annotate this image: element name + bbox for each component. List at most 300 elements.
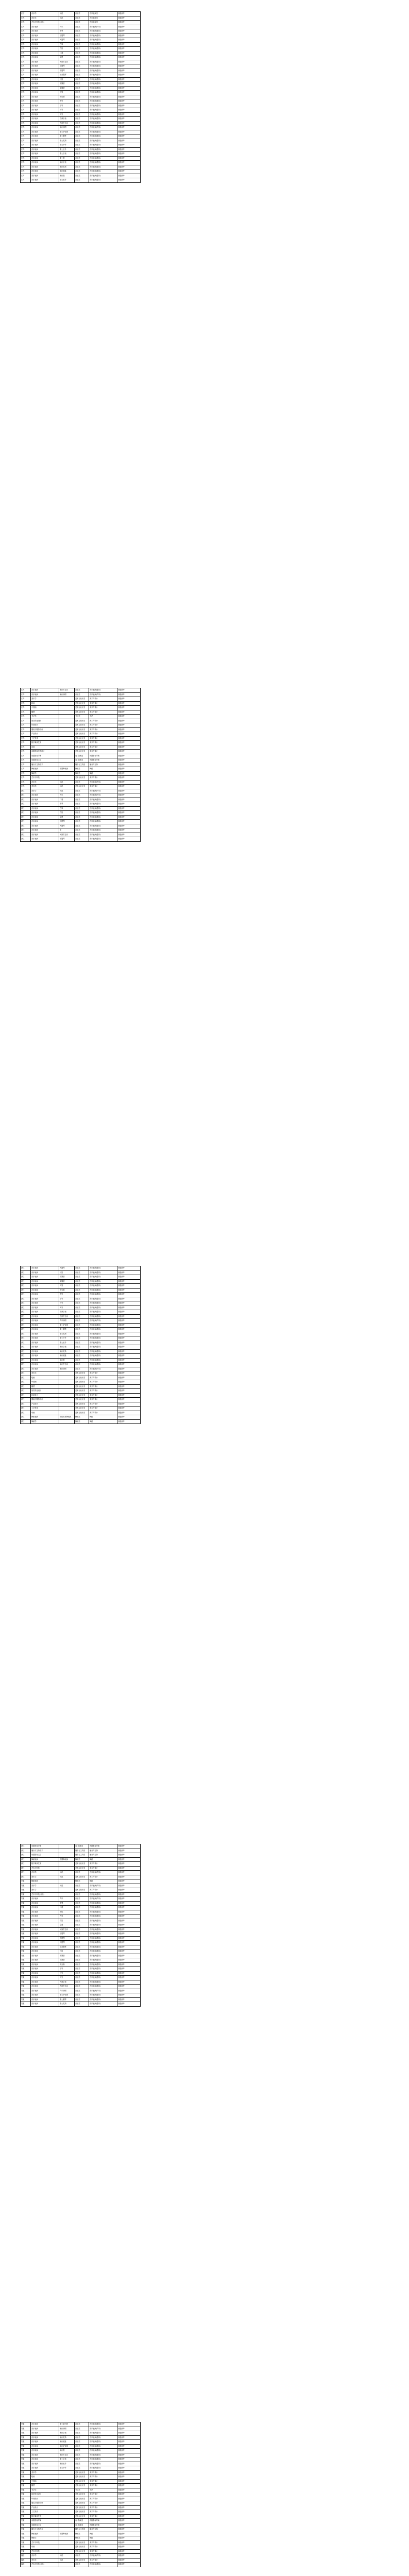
table-row <box>21 1345 141 1350</box>
province-cell: 浙江 <box>21 1310 31 1315</box>
province-cell: 安徽 <box>21 1993 31 1998</box>
exam-level-cell: 省级统考 <box>117 1419 141 1424</box>
category-cell: 音乐类 <box>75 73 89 78</box>
exam-level-cell: 省级统考 <box>117 1901 141 1906</box>
exam-type-cell: 音乐表演(器乐) <box>89 112 117 117</box>
category-cell: 美术与设计类 <box>75 1398 89 1402</box>
exam-level-cell: 省级统考 <box>117 1376 141 1380</box>
table-row <box>21 1293 141 1297</box>
table-row <box>21 2563 141 2567</box>
major-cell: 音乐表演 <box>31 806 59 811</box>
major-cell: 音乐表演 <box>31 1297 59 1301</box>
table-row <box>21 161 141 165</box>
direction-cell <box>59 745 75 750</box>
major-cell: 美术学 <box>31 2470 59 2475</box>
exam-type-cell: 音乐表演(器乐) <box>89 143 117 148</box>
table-row <box>21 1402 141 1406</box>
major-cell: 音乐表演 <box>31 824 59 828</box>
exam-type-cell: 音乐表演(器乐) <box>89 1266 117 1271</box>
major-cell: 音乐表演 <box>31 156 59 161</box>
direction-cell: 古典吉他 <box>59 1310 75 1315</box>
exam-type-cell: 音乐表演(器乐) <box>89 1941 117 1945</box>
province-cell: 安徽 <box>21 1976 31 1980</box>
category-cell: 音乐类 <box>75 95 89 99</box>
table-row <box>21 147 141 152</box>
province-cell: 浙江 <box>21 1857 31 1862</box>
direction-cell: 双簧管 <box>59 1958 75 1963</box>
direction-cell: 师范 <box>59 12 75 16</box>
major-cell: 工艺美术 <box>31 2510 59 2515</box>
direction-cell: 师范 <box>59 1871 75 1875</box>
table-row <box>21 1871 141 1875</box>
major-cell: 音乐表演 <box>31 2422 59 2427</box>
exam-type-cell: 音乐表演(器乐) <box>89 56 117 60</box>
exam-type-cell: 音乐表演(器乐) <box>89 170 117 174</box>
table-row <box>21 1976 141 1980</box>
province-cell: 浙江 <box>21 1270 31 1275</box>
category-cell: 音乐类 <box>75 1310 89 1315</box>
major-cell: 音乐表演 <box>31 1270 59 1275</box>
direction-cell <box>59 2514 75 2519</box>
category-cell: 音乐类 <box>75 104 89 108</box>
direction-cell: 声乐 <box>59 793 75 798</box>
exam-level-cell: 省级统考 <box>117 174 141 178</box>
table-row <box>21 1341 141 1345</box>
direction-cell: 流行贝斯 <box>59 1349 75 1354</box>
province-cell: 安徽 <box>21 1997 31 2002</box>
exam-level-cell: 省级统考 <box>117 833 141 837</box>
major-cell: 舞蹈学 <box>31 2536 59 2541</box>
province-cell: 江苏 <box>21 758 31 763</box>
direction-cell: 民族打击乐 <box>59 833 75 837</box>
exam-level-cell: 省级统考 <box>117 86 141 91</box>
province-cell: 安徽 <box>21 1954 31 1958</box>
category-cell: 音乐类 <box>75 2431 89 2436</box>
major-cell: 音乐表演 <box>31 1945 59 1950</box>
category-cell: 音乐类 <box>75 1954 89 1958</box>
category-cell: 美术与设计类 <box>75 741 89 745</box>
province-cell: 安徽 <box>21 2475 31 2480</box>
category-cell: 音乐类 <box>75 2422 89 2427</box>
province-cell: 浙江 <box>21 1415 31 1420</box>
province-cell: 福建 <box>21 2563 31 2567</box>
exam-level-cell: 省级统考 <box>117 1993 141 1998</box>
direction-cell: 师范 <box>59 785 75 789</box>
category-cell: 音乐类 <box>75 99 89 104</box>
category-cell: 舞蹈类 <box>75 1415 89 1420</box>
category-cell: 美术与设计类 <box>75 2558 89 2563</box>
exam-type-cell: 音乐表演(器乐) <box>89 1332 117 1336</box>
table-row <box>21 2462 141 2466</box>
direction-cell: 大号 <box>59 1306 75 1310</box>
major-cell: 美术学 <box>31 1888 59 1893</box>
table-row <box>21 60 141 64</box>
table-row <box>21 802 141 807</box>
category-cell: 音乐类 <box>75 1993 89 1998</box>
category-cell: 音乐类 <box>75 820 89 824</box>
exam-type-cell: 音乐表演(器乐) <box>89 2466 117 2471</box>
table-row <box>21 95 141 99</box>
province-cell: 浙江 <box>21 1279 31 1284</box>
category-cell: 美术与设计类 <box>75 732 89 737</box>
province-cell: 安徽 <box>21 2528 31 2532</box>
table-row <box>21 2523 141 2528</box>
major-cell: 音乐学 <box>31 1884 59 1888</box>
exam-level-cell: 省级统考 <box>117 719 141 723</box>
major-cell: 舞蹈表演 <box>31 767 59 772</box>
category-cell: 音乐类 <box>75 811 89 816</box>
exam-level-cell: 省级统考 <box>117 2475 141 2480</box>
exam-level-cell: 省级统考 <box>117 2488 141 2493</box>
direction-cell: 低音提琴 <box>59 1945 75 1950</box>
exam-type-cell: 音乐表演(器乐) <box>89 802 117 807</box>
exam-level-cell: 省级统考 <box>117 767 141 772</box>
table-row <box>21 1884 141 1888</box>
table-row <box>21 1936 141 1941</box>
exam-type-cell: 音乐表演(器乐) <box>89 1341 117 1345</box>
exam-type-cell: 音乐表演(器乐) <box>89 806 117 811</box>
table-row <box>21 723 141 728</box>
direction-cell <box>59 1844 75 1849</box>
exam-type-cell: 舞蹈 <box>89 1419 117 1424</box>
exam-type-cell: 音乐表演(声乐) <box>89 789 117 793</box>
table-row <box>21 719 141 723</box>
major-cell: 音乐表演 <box>31 25 59 29</box>
province-cell: 安徽 <box>21 2510 31 2515</box>
exam-level-cell: 省级统考 <box>117 1328 141 1332</box>
table-row <box>21 126 141 130</box>
table-row <box>21 789 141 793</box>
major-cell: 艺术与科技 <box>31 2549 59 2554</box>
table-row <box>21 1901 141 1906</box>
province-cell: 江苏 <box>21 750 31 754</box>
major-cell: 音乐表演 <box>31 60 59 64</box>
direction-cell: 流行演唱 <box>59 2427 75 2431</box>
province-cell: 浙江 <box>21 1293 31 1297</box>
province-cell: 江苏 <box>21 16 31 21</box>
exam-level-cell: 省级统考 <box>117 38 141 43</box>
table-row <box>21 69 141 73</box>
direction-cell <box>59 727 75 732</box>
direction-cell: 古筝 <box>59 1914 75 1919</box>
table-row <box>21 798 141 802</box>
direction-cell: 大管 <box>59 1284 75 1289</box>
direction-cell <box>59 1406 75 1411</box>
category-cell: 音乐类 <box>75 126 89 130</box>
table-row <box>21 12 141 16</box>
category-cell: 音乐类 <box>75 1914 89 1919</box>
major-cell: 音乐表演 <box>31 1284 59 1289</box>
major-cell: 雕塑 <box>31 710 59 715</box>
major-cell: 音乐表演 <box>31 91 59 95</box>
province-cell: 安徽 <box>21 2431 31 2436</box>
exam-level-cell: 省级统考 <box>117 60 141 64</box>
province-cell: 浙江 <box>21 1341 31 1345</box>
direction-cell <box>59 2536 75 2541</box>
exam-level-cell: 省级统考 <box>117 2540 141 2545</box>
province-cell: 浙江 <box>21 802 31 807</box>
exam-type-cell: 音乐表演(器乐) <box>89 1910 117 1914</box>
major-cell: 播音与主持艺术 <box>31 1849 59 1853</box>
data-table <box>20 11 141 183</box>
major-cell: 音乐表演 <box>31 1279 59 1284</box>
table-row <box>21 1328 141 1332</box>
category-cell: 音乐类 <box>75 1906 89 1910</box>
direction-cell: 中提琴 <box>59 69 75 73</box>
category-cell: 音乐类 <box>75 165 89 170</box>
exam-type-cell: 舞蹈 <box>89 2536 117 2541</box>
exam-level-cell: 省级统考 <box>117 811 141 816</box>
exam-type-cell: 音乐表演(器乐) <box>89 1906 117 1910</box>
province-cell: 江苏 <box>21 121 31 126</box>
exam-type-cell: 美术与设计 <box>89 2501 117 2506</box>
major-cell: 音乐表演 <box>31 2444 59 2449</box>
direction-cell: 流行键盘 <box>59 1354 75 1359</box>
category-cell: 美术与设计类 <box>75 2505 89 2510</box>
exam-level-cell: 省级统考 <box>117 1270 141 1275</box>
exam-type-cell: 音乐表演(器乐) <box>89 86 117 91</box>
exam-level-cell: 省级统考 <box>117 1976 141 1980</box>
major-cell: 音乐表演 <box>31 1897 59 1902</box>
province-cell: 安徽 <box>21 1985 31 1989</box>
exam-type-cell: 美术与设计 <box>89 745 117 750</box>
major-cell: 音乐表演 <box>31 121 59 126</box>
table-row <box>21 2493 141 2497</box>
exam-level-cell: 省级统考 <box>117 802 141 807</box>
category-cell: 音乐类 <box>75 1997 89 2002</box>
major-cell: 环境设计 <box>31 1393 59 1398</box>
province-cell: 浙江 <box>21 1875 31 1879</box>
direction-cell: 爵士钢琴 <box>59 1997 75 2002</box>
category-cell: 书法类 <box>75 715 89 719</box>
major-cell: 舞蹈表演 <box>31 1415 59 1420</box>
exam-type-cell: 音乐表演(器乐) <box>89 828 117 833</box>
province-cell: 江苏 <box>21 64 31 69</box>
table-row <box>21 767 141 772</box>
exam-level-cell: 省级统考 <box>117 727 141 732</box>
province-cell: 江苏 <box>21 754 31 758</box>
exam-level-cell: 省级统考 <box>117 73 141 78</box>
exam-type-cell: 音乐表演(器乐) <box>89 1954 117 1958</box>
category-cell: 美术与设计类 <box>75 776 89 781</box>
direction-cell: 古典吉他 <box>59 117 75 122</box>
major-cell: 环境设计 <box>31 723 59 728</box>
table-row <box>21 143 141 148</box>
table-row <box>21 64 141 69</box>
exam-level-cell: 省级统考 <box>117 1310 141 1315</box>
province-cell: 安徽 <box>21 2462 31 2466</box>
exam-level-cell: 省级统考 <box>117 2493 141 2497</box>
major-cell: 音乐表演 <box>31 1958 59 1963</box>
exam-level-cell: 省级统考 <box>117 156 141 161</box>
direction-cell: 爵士架子鼓 <box>59 2422 75 2427</box>
table-row <box>21 1297 141 1301</box>
category-cell: 音乐类 <box>75 2554 89 2558</box>
direction-cell <box>59 2528 75 2532</box>
table-row <box>21 2558 141 2563</box>
exam-level-cell: 省级统考 <box>117 1914 141 1919</box>
page <box>0 2312 409 2576</box>
province-cell: 江苏 <box>21 736 31 741</box>
exam-level-cell: 省级统考 <box>117 1332 141 1336</box>
exam-type-cell: 音乐表演(器乐) <box>89 2453 117 2458</box>
exam-type-cell: 音乐表演(器乐) <box>89 147 117 152</box>
category-cell: 播音与主持类 <box>75 1849 89 1853</box>
table-row <box>21 2484 141 2488</box>
exam-type-cell: 音乐表演(器乐) <box>89 1923 117 1928</box>
exam-type-cell: 音乐表演(器乐) <box>89 1980 117 1985</box>
major-cell: 音乐表演 <box>31 161 59 165</box>
exam-level-cell: 省级统考 <box>117 121 141 126</box>
direction-cell: 爵士钢琴 <box>59 1328 75 1332</box>
direction-cell: 长号 <box>59 1301 75 1306</box>
exam-level-cell: 省级统考 <box>117 736 141 741</box>
exam-type-cell: 美术与设计 <box>89 701 117 706</box>
category-cell: 音乐类 <box>75 1950 89 1954</box>
table-row <box>21 837 141 842</box>
category-cell: 音乐类 <box>75 47 89 52</box>
direction-cell: 古典吉他 <box>59 1980 75 1985</box>
direction-cell <box>59 2488 75 2493</box>
province-cell: 浙江 <box>21 1358 31 1363</box>
major-cell: 音乐表演 <box>31 165 59 170</box>
exam-level-cell: 省级统考 <box>117 2449 141 2453</box>
province-cell: 江西 <box>21 12 31 16</box>
province-cell: 江苏 <box>21 139 31 143</box>
exam-type-cell: 戏剧影视导演 <box>89 754 117 758</box>
direction-cell: 钢琴 <box>59 1901 75 1906</box>
table-row <box>21 785 141 789</box>
category-cell: 音乐类 <box>75 38 89 43</box>
category-cell: 音乐类 <box>75 56 89 60</box>
exam-level-cell: 省级统考 <box>117 1950 141 1954</box>
major-cell: 音乐表演 <box>31 104 59 108</box>
major-cell: 音乐表演 <box>31 174 59 178</box>
category-cell: 音乐类 <box>75 1293 89 1297</box>
category-cell: 音乐类 <box>75 12 89 16</box>
table-row <box>21 1314 141 1319</box>
major-cell: 音乐表演 <box>31 1306 59 1310</box>
province-cell: 福建 <box>21 2554 31 2558</box>
table-row <box>21 2453 141 2458</box>
category-cell: 书法类 <box>75 2488 89 2493</box>
category-cell: 表(导)演类 <box>75 2523 89 2528</box>
exam-level-cell: 省级统考 <box>117 1363 141 1367</box>
direction-cell: 流行长号 <box>59 2462 75 2466</box>
exam-type-cell: 音乐表演(声乐) <box>89 1871 117 1875</box>
category-cell: 播音与主持类 <box>75 762 89 767</box>
direction-cell: 西洋打击乐 <box>59 1314 75 1319</box>
major-cell: 音乐表演 <box>31 1336 59 1341</box>
major-cell: 音乐学 <box>31 789 59 793</box>
major-cell: 音乐表演 <box>31 1950 59 1954</box>
exam-level-cell: 省级统考 <box>117 2510 141 2515</box>
exam-type-cell: 美术与设计 <box>89 1380 117 1385</box>
category-cell: 美术与设计类 <box>75 2497 89 2501</box>
exam-level-cell: 省级统考 <box>117 1945 141 1950</box>
exam-level-cell: 省级统考 <box>117 1849 141 1853</box>
exam-type-cell: 美术与设计 <box>89 2549 117 2554</box>
exam-level-cell: 省级统考 <box>117 771 141 776</box>
province-cell: 江苏 <box>21 161 31 165</box>
province-cell: 安徽 <box>21 2505 31 2510</box>
major-cell: 音乐表演 <box>31 1301 59 1306</box>
table-row <box>21 104 141 108</box>
province-cell: 江苏 <box>21 51 31 56</box>
category-cell: 音乐类 <box>75 1919 89 1923</box>
province-cell: 江苏 <box>21 156 31 161</box>
exam-level-cell: 省级统考 <box>117 33 141 38</box>
province-cell: 安徽 <box>21 1910 31 1914</box>
province-cell: 安徽 <box>21 1971 31 1976</box>
exam-level-cell: 省级统考 <box>117 1389 141 1394</box>
exam-level-cell: 省级统考 <box>117 828 141 833</box>
table-row <box>21 2514 141 2519</box>
direction-cell: 琵琶 <box>59 815 75 820</box>
exam-type-cell: 音乐表演(器乐) <box>89 95 117 99</box>
major-cell: 音乐表演 <box>31 1293 59 1297</box>
exam-level-cell: 省级统考 <box>117 741 141 745</box>
major-cell: 音乐表演 <box>31 1349 59 1354</box>
direction-cell: 流行打击乐 <box>59 688 75 693</box>
exam-type-cell: 美术与设计 <box>89 1888 117 1893</box>
exam-type-cell: 美术与设计 <box>89 2505 117 2510</box>
major-cell: 音乐表演 <box>31 1328 59 1332</box>
exam-level-cell: 省级统考 <box>117 25 141 29</box>
direction-cell: 爵士钢琴 <box>59 134 75 139</box>
exam-level-cell: 省级统考 <box>117 697 141 702</box>
major-cell: 中国画 <box>31 2479 59 2484</box>
table-row <box>21 758 141 763</box>
exam-type-cell: 音乐表演(器乐) <box>89 2563 117 2567</box>
direction-cell: 古筝 <box>59 42 75 47</box>
major-cell: 音乐表演 <box>31 1997 59 2002</box>
exam-level-cell: 省级统考 <box>117 1266 141 1271</box>
direction-cell: 爵士萨克斯 <box>59 130 75 134</box>
category-cell: 音乐类 <box>75 1923 89 1928</box>
category-cell: 美术与设计类 <box>75 2549 89 2554</box>
table-row <box>21 2554 141 2558</box>
exam-type-cell: 音乐表演(器乐) <box>89 820 117 824</box>
direction-cell: 民族打击乐 <box>59 60 75 64</box>
exam-level-cell: 省级统考 <box>117 178 141 183</box>
exam-type-cell: 美术与设计 <box>89 723 117 728</box>
direction-cell: 中国舞表演 <box>59 1857 75 1862</box>
province-cell: 安徽 <box>21 2519 31 2523</box>
category-cell: 表(导)演类 <box>75 1844 89 1849</box>
category-cell: 音乐类 <box>75 1936 89 1941</box>
exam-level-cell: 省级统考 <box>117 51 141 56</box>
exam-level-cell: 省级统考 <box>117 2002 141 2007</box>
province-cell: 浙江 <box>21 1354 31 1359</box>
exam-level-cell: 省级统考 <box>117 139 141 143</box>
province-cell: 浙江 <box>21 1862 31 1867</box>
direction-cell: 大号 <box>59 112 75 117</box>
exam-type-cell: 美术与设计 <box>89 736 117 741</box>
exam-type-cell: 音乐表演(器乐) <box>89 1950 117 1954</box>
direction-cell: 爵士小号 <box>59 143 75 148</box>
table-row <box>21 99 141 104</box>
province-cell: 安徽 <box>21 1980 31 1985</box>
direction-cell: 低音提琴 <box>59 73 75 78</box>
exam-type-cell: 美术与设计 <box>89 732 117 737</box>
exam-type-cell: 美术与设计 <box>89 2493 117 2497</box>
direction-cell <box>59 1380 75 1385</box>
table-row <box>21 2475 141 2480</box>
category-cell: 美术与设计类 <box>75 1402 89 1406</box>
exam-type-cell: 音乐表演(器乐) <box>89 47 117 52</box>
table-row <box>21 833 141 837</box>
